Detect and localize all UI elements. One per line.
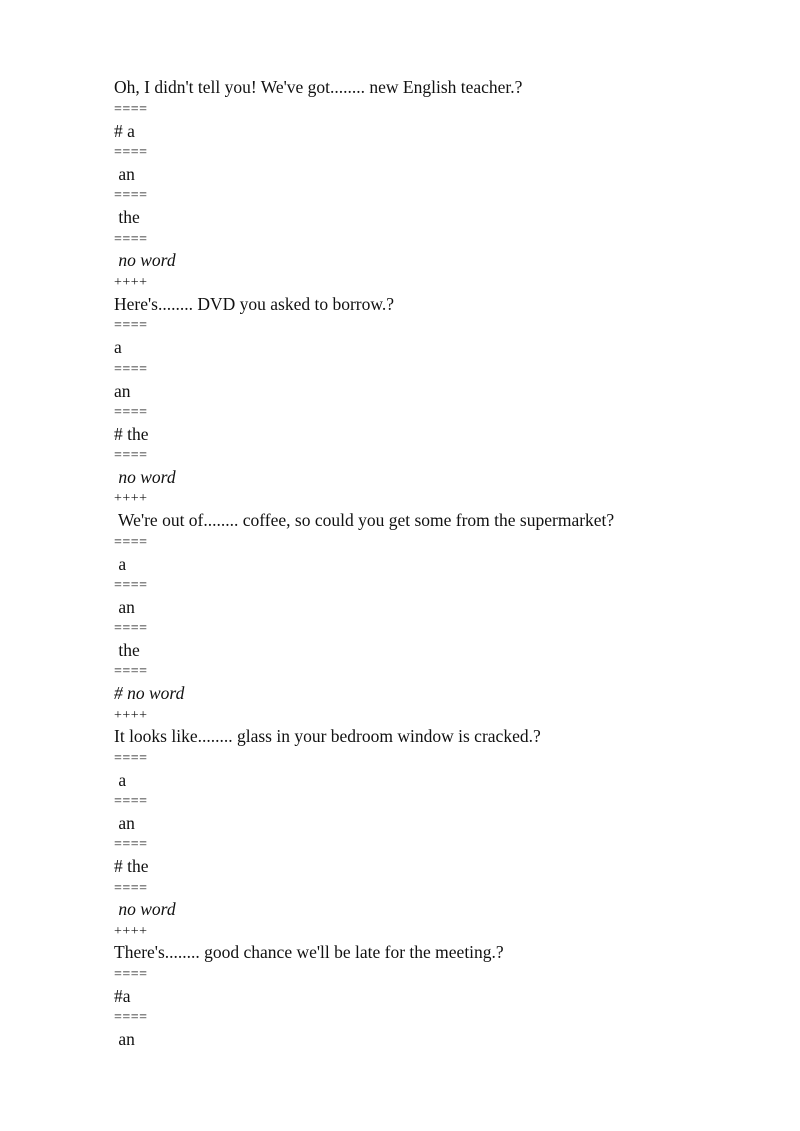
question-2-text: Here's........ DVD you asked to borrow.? <box>114 294 395 314</box>
question-4-option-an: an <box>114 813 135 833</box>
question-2-option-a: a <box>114 337 122 357</box>
option-separator: ==== <box>114 881 148 896</box>
option-separator: ==== <box>114 232 148 247</box>
option-separator: ==== <box>114 188 148 203</box>
question-separator: ++++ <box>114 708 148 723</box>
question-4-text: It looks like........ glass in your bedroom window is cracked.? <box>114 726 541 746</box>
question-3-option-no-word: # no word <box>114 683 185 703</box>
option-separator: ==== <box>114 621 148 636</box>
option-separator: ==== <box>114 664 148 679</box>
option-separator: ==== <box>114 1010 148 1025</box>
question-1-option-the: the <box>114 207 140 227</box>
question-4-option-a: a <box>114 770 127 790</box>
question-separator: ++++ <box>114 491 148 506</box>
question-5-option-a: #a <box>114 986 131 1006</box>
question-3-option-an: an <box>114 597 135 617</box>
question-2-option-no-word: no word <box>114 467 176 487</box>
option-separator: ==== <box>114 837 148 852</box>
option-separator: ==== <box>114 448 148 463</box>
question-3-option-a: a <box>114 554 127 574</box>
question-5-text: There's........ good chance we'll be late for the meeting.? <box>114 942 504 962</box>
question-1-text: Oh, I didn't tell you! We've got........ new English teacher.? <box>114 77 523 97</box>
question-2-option-the: # the <box>114 424 149 444</box>
question-4-option-no-word: no word <box>114 899 176 919</box>
option-separator: ==== <box>114 794 148 809</box>
option-separator: ==== <box>114 751 148 766</box>
option-separator: ==== <box>114 102 148 117</box>
option-separator: ==== <box>114 967 148 982</box>
option-separator: ==== <box>114 318 148 333</box>
question-3-option-the: the <box>114 640 140 660</box>
question-1-option-no-word: no word <box>114 250 176 270</box>
question-5-option-an: an <box>114 1029 135 1049</box>
option-separator: ==== <box>114 362 148 377</box>
question-separator: ++++ <box>114 924 148 939</box>
option-separator: ==== <box>114 405 148 420</box>
question-4-option-the: # the <box>114 856 149 876</box>
question-3-text: We're out of........ coffee, so could you get some from the supermarket? <box>114 510 615 530</box>
option-separator: ==== <box>114 145 148 160</box>
question-2-option-an: an <box>114 381 131 401</box>
question-1-option-a: # a <box>114 121 135 141</box>
question-1-option-an: an <box>114 164 135 184</box>
option-separator: ==== <box>114 578 148 593</box>
option-separator: ==== <box>114 535 148 550</box>
question-separator: ++++ <box>114 275 148 290</box>
